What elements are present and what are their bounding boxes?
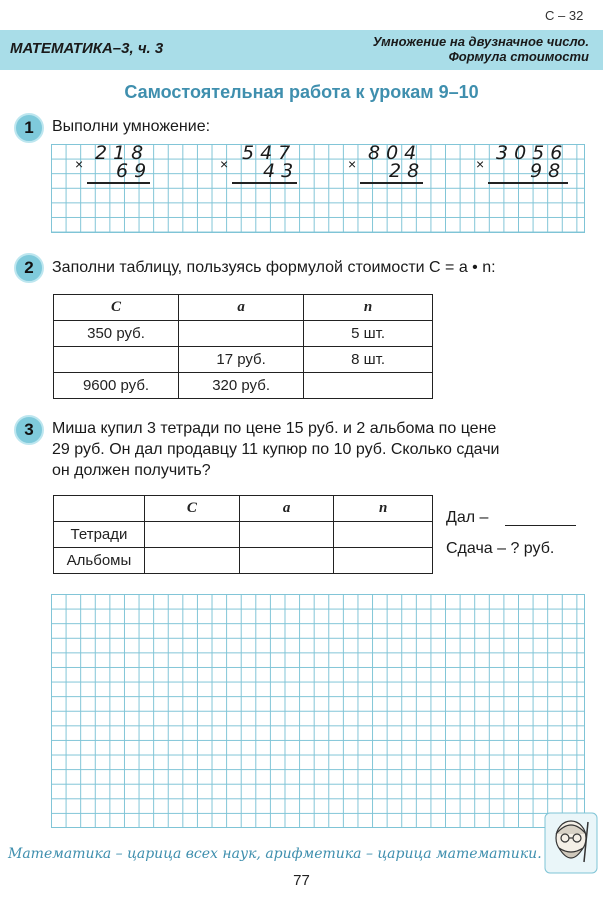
header-cell: C: [54, 295, 179, 321]
mascot-icon: [544, 812, 598, 874]
task-3-text: [52, 418, 499, 481]
multiplication-1: [75, 143, 165, 187]
multiplier: 98: [530, 160, 567, 182]
table-header-row: [54, 496, 433, 522]
task-3-line: он должен получить?: [52, 462, 211, 479]
task-2-badge: 2: [14, 253, 44, 283]
book-title: МАТЕМАТИКА–3, ч. 3: [10, 40, 164, 57]
table-cell[interactable]: [179, 321, 304, 347]
table-cell[interactable]: [144, 548, 239, 574]
header-cell: a: [239, 496, 334, 522]
times-sign: ×: [348, 156, 357, 172]
task-1-badge: 1: [14, 113, 44, 143]
task-1-text: Выполни умножение:: [52, 118, 211, 135]
multiplier: 28: [389, 160, 426, 182]
multiplicand: 547: [242, 142, 297, 164]
table-cell[interactable]: 320 руб.: [179, 373, 304, 399]
result-line: [360, 182, 423, 184]
multiplicand: 218: [95, 142, 150, 164]
table-cell[interactable]: [334, 548, 433, 574]
table-cell[interactable]: [239, 522, 334, 548]
result-line: [232, 182, 297, 184]
solution-grid[interactable]: [51, 594, 585, 828]
task-2-text: Заполни таблицу, пользуясь формулой стоимости C = a • n:: [52, 259, 496, 276]
times-sign: ×: [75, 156, 84, 172]
table-row: [54, 548, 433, 574]
page-number: 77: [293, 872, 310, 889]
change-label: Сдача – ? руб.: [446, 540, 555, 557]
table-row: [54, 347, 433, 373]
page-code: С – 32: [545, 8, 584, 23]
table-cell[interactable]: 9600 руб.: [54, 373, 179, 399]
times-sign: ×: [476, 156, 485, 172]
table-cell[interactable]: [304, 373, 433, 399]
table-cell[interactable]: 350 руб.: [54, 321, 179, 347]
topic-title: [373, 34, 589, 64]
cost-table: [53, 294, 433, 399]
header-cell: n: [334, 496, 433, 522]
header-cell: [54, 496, 145, 522]
table-cell[interactable]: [334, 522, 433, 548]
task-3-badge: 3: [14, 415, 44, 445]
purchase-table: [53, 495, 433, 574]
topic-line-1: Умножение на двузначное число.: [372, 34, 589, 49]
table-row: [54, 321, 433, 347]
task-3-line: Миша купил 3 тетради по цене 15 руб. и 2 альбома по цене: [52, 420, 497, 437]
header-cell: a: [179, 295, 304, 321]
topic-line-2: Формула стоимости: [448, 49, 589, 64]
table-row: [54, 373, 433, 399]
mascot-illustration: [544, 812, 598, 874]
table-cell[interactable]: [54, 347, 179, 373]
page-title: Самостоятельная работа к урокам 9–10: [124, 82, 479, 102]
footer-motto: Математика – царица всех наук, арифметика – царица математики.: [8, 846, 542, 862]
result-line: [488, 182, 568, 184]
row-label: Тетради: [54, 522, 145, 548]
multiplication-4: [476, 143, 576, 187]
table-row: [54, 522, 433, 548]
result-line: [87, 182, 150, 184]
table-cell[interactable]: [239, 548, 334, 574]
gave-answer-line[interactable]: [505, 525, 576, 526]
table-cell[interactable]: 17 руб.: [179, 347, 304, 373]
gave-label: Дал –: [446, 509, 489, 526]
table-header-row: [54, 295, 433, 321]
table-cell[interactable]: 8 шт.: [304, 347, 433, 373]
times-sign: ×: [220, 156, 229, 172]
multiplier: 69: [116, 160, 153, 182]
task-3-line: 29 руб. Он дал продавцу 11 купюр по 10 руб. Сколько сдачи: [52, 441, 500, 458]
multiplication-2: [220, 143, 310, 187]
header-cell: n: [304, 295, 433, 321]
multiplicand: 804: [368, 142, 423, 164]
row-label: Альбомы: [54, 548, 145, 574]
multiplicand: 3056: [496, 142, 569, 164]
table-cell[interactable]: [144, 522, 239, 548]
multiplication-3: [348, 143, 438, 187]
multiplier: 43: [263, 160, 300, 182]
header-cell: C: [144, 496, 239, 522]
table-cell[interactable]: 5 шт.: [304, 321, 433, 347]
